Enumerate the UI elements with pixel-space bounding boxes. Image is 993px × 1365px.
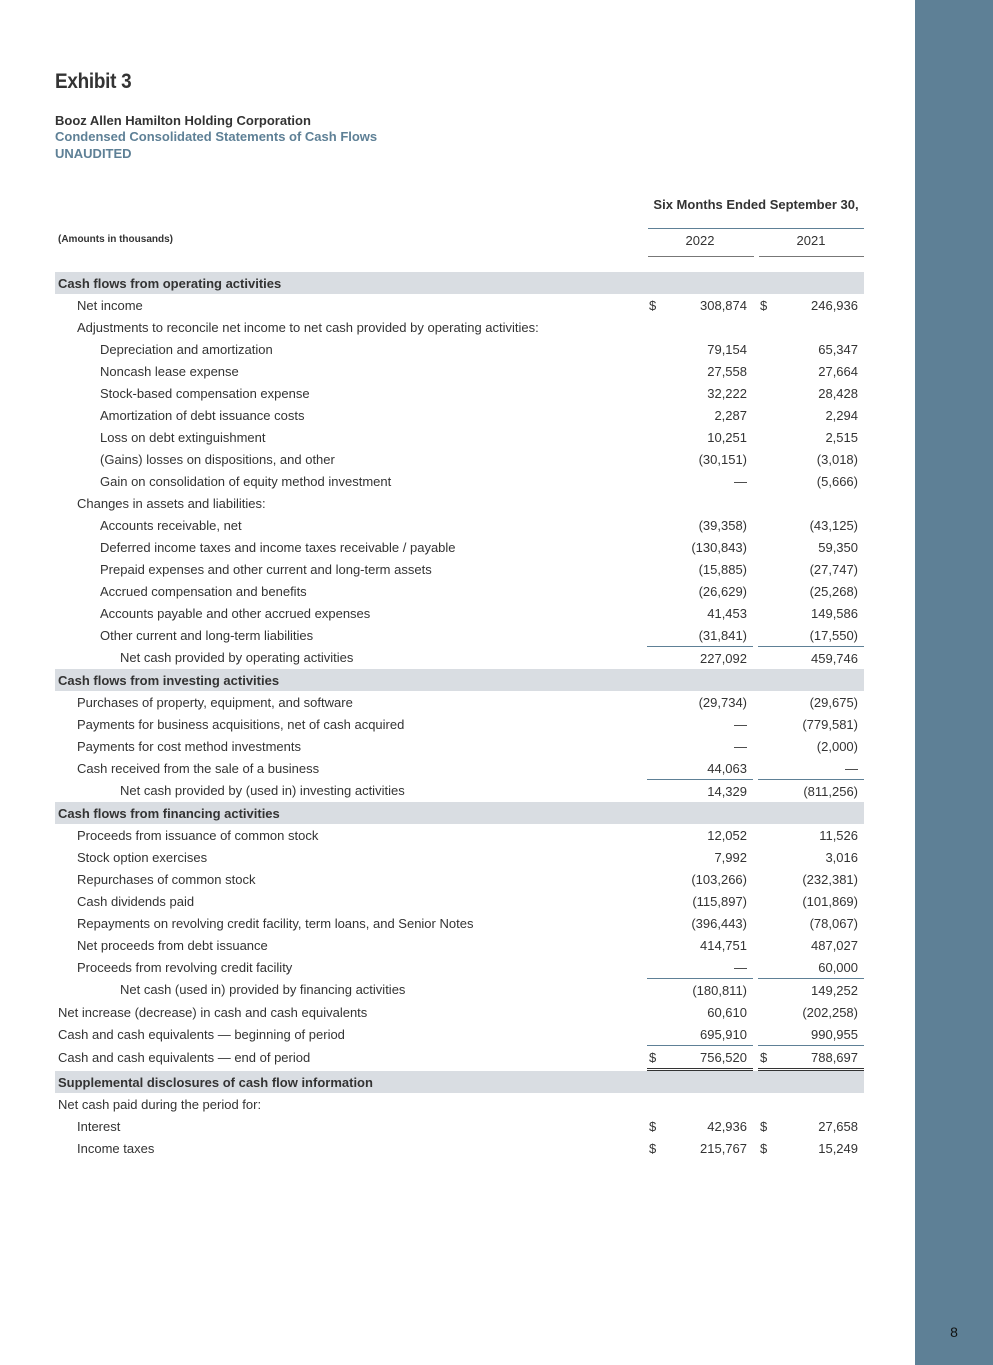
currency-symbol: [647, 338, 663, 360]
currency-symbol: [758, 580, 774, 602]
currency-symbol: [758, 824, 774, 846]
value-2022: [663, 1093, 753, 1115]
currency-symbol: [758, 912, 774, 934]
row-label: Net increase (decrease) in cash and cash equivalents: [58, 1004, 368, 1020]
currency-symbol: $: [760, 297, 768, 313]
currency-symbol: [647, 360, 663, 382]
currency-symbol: [758, 846, 774, 868]
amounts-note: (Amounts in thousands): [58, 234, 173, 245]
table-row: [55, 294, 864, 316]
period-header: Six Months Ended September 30,: [653, 197, 859, 212]
currency-symbol: [647, 470, 663, 492]
currency-symbol: [647, 691, 663, 713]
currency-symbol: [758, 780, 774, 803]
value-2021: [774, 316, 864, 338]
company-name: Booz Allen Hamilton Holding Corporation: [55, 113, 311, 128]
value-2021: 459,746: [811, 650, 858, 666]
value-2021: (3,018): [816, 451, 858, 467]
exhibit-title: Exhibit 3: [55, 70, 132, 93]
value-2022: 308,874: [700, 297, 747, 313]
table-row: [55, 647, 864, 670]
currency-symbol: [758, 956, 774, 979]
row-label: Income taxes: [77, 1140, 155, 1156]
value-2022: 41,453: [707, 605, 747, 621]
value-2022: (103,266): [691, 871, 747, 887]
table-row: [55, 824, 864, 846]
value-2022: 14,329: [707, 783, 747, 799]
row-label: Accrued compensation and benefits: [100, 583, 307, 599]
section-title: Cash flows from investing activities: [55, 669, 864, 691]
currency-symbol: $: [647, 1046, 663, 1070]
row-label: Net income: [77, 297, 143, 313]
table-row: [55, 780, 864, 803]
value-2022: 12,052: [707, 827, 747, 843]
table-row: [55, 979, 864, 1002]
row-label: Cash dividends paid: [77, 893, 195, 909]
currency-symbol: [647, 382, 663, 404]
year-rule: [648, 256, 754, 257]
currency-symbol: [647, 1093, 663, 1115]
table-row: [55, 514, 864, 536]
row-label: Other current and long-term liabilities: [100, 627, 314, 643]
row-label: Interest: [77, 1118, 121, 1134]
row-label: Stock-based compensation expense: [100, 385, 310, 401]
value-2021: (17,550): [774, 624, 864, 647]
currency-symbol: [647, 979, 663, 1002]
row-label: Net proceeds from debt issuance: [77, 937, 268, 953]
table-row: [55, 1115, 864, 1137]
value-2021: 65,347: [818, 341, 858, 357]
value-2021: 59,350: [818, 539, 858, 555]
currency-symbol: [758, 735, 774, 757]
table-row: [55, 624, 864, 647]
currency-symbol: [758, 890, 774, 912]
table-row: [55, 956, 864, 979]
value-2021: 246,936: [811, 297, 858, 313]
section-header-row: [55, 669, 864, 691]
value-2021: (202,258): [802, 1004, 858, 1020]
currency-symbol: [647, 448, 663, 470]
table-row: [55, 316, 864, 338]
currency-symbol: [647, 580, 663, 602]
table-row: [55, 912, 864, 934]
table-row: [55, 602, 864, 624]
value-2021: (29,675): [809, 694, 858, 710]
table-row: [55, 735, 864, 757]
value-2021: (5,666): [816, 473, 858, 489]
currency-symbol: [758, 360, 774, 382]
row-label: Repurchases of common stock: [77, 871, 256, 887]
row-label: Accounts receivable, net: [100, 517, 242, 533]
value-2022: 60,610: [707, 1004, 747, 1020]
row-label: Net cash paid during the period for:: [58, 1096, 262, 1112]
value-2021: 60,000: [774, 956, 864, 979]
row-label: Net cash provided by (used in) investing activities: [120, 783, 405, 799]
currency-symbol: [647, 316, 663, 338]
sidebar-band: [915, 0, 993, 1365]
value-2022: [663, 316, 753, 338]
value-2021: 149,586: [811, 605, 858, 621]
row-label: Proceeds from issuance of common stock: [77, 827, 319, 843]
currency-symbol: [647, 713, 663, 735]
value-2021: [774, 492, 864, 514]
currency-symbol: [758, 470, 774, 492]
value-2022: 2,287: [714, 407, 747, 423]
table-row: [55, 1046, 864, 1070]
value-2022: 32,222: [707, 385, 747, 401]
currency-symbol: [647, 426, 663, 448]
value-2021: [774, 1093, 864, 1115]
row-label: Prepaid expenses and other current and long-term assets: [100, 561, 432, 577]
value-2022: 44,063: [663, 757, 753, 780]
table-row: [55, 404, 864, 426]
currency-symbol: [758, 448, 774, 470]
row-label: Changes in assets and liabilities:: [77, 495, 266, 511]
value-2022: 227,092: [700, 650, 747, 666]
value-2022: 79,154: [707, 341, 747, 357]
value-2021: 788,697: [774, 1046, 864, 1070]
table-row: [55, 338, 864, 360]
value-2022: 27,558: [707, 363, 747, 379]
row-label: Depreciation and amortization: [100, 341, 273, 357]
row-label: Accounts payable and other accrued expenses: [100, 605, 371, 621]
value-2022: 7,992: [714, 849, 747, 865]
currency-symbol: [758, 1023, 774, 1046]
value-2022: —: [734, 473, 747, 489]
table-row: [55, 868, 864, 890]
currency-symbol: [647, 492, 663, 514]
year-header-2021: 2021: [796, 233, 826, 248]
currency-symbol: $: [649, 1140, 657, 1156]
table-row: [55, 470, 864, 492]
value-2021: 3,016: [825, 849, 858, 865]
value-2022: 756,520: [663, 1046, 753, 1070]
page-number: 8: [950, 1324, 958, 1340]
table-row: [55, 846, 864, 868]
value-2021: 11,526: [819, 827, 858, 843]
value-2022: —: [734, 716, 747, 732]
value-2022: (180,811): [692, 982, 747, 998]
value-2022: —: [734, 738, 747, 754]
value-2021: 149,252: [811, 982, 858, 998]
year-rule: [759, 256, 864, 257]
value-2022: 215,767: [700, 1140, 747, 1156]
row-label: (Gains) losses on dispositions, and other: [100, 451, 335, 467]
row-label: Noncash lease expense: [100, 363, 239, 379]
row-label: Purchases of property, equipment, and software: [77, 694, 353, 710]
value-2021: 2,515: [825, 429, 858, 445]
table-row: [55, 890, 864, 912]
value-2021: 15,249: [818, 1140, 858, 1156]
value-2022: (39,358): [698, 517, 747, 533]
section-title: Cash flows from operating activities: [55, 272, 864, 294]
cash-flow-table: [55, 272, 864, 1159]
row-label: Net cash (used in) provided by financing activities: [120, 982, 406, 998]
currency-symbol: [647, 934, 663, 956]
currency-symbol: [647, 536, 663, 558]
row-label: Cash and cash equivalents — end of period: [58, 1050, 311, 1065]
row-label: Net cash provided by operating activities: [120, 650, 354, 666]
currency-symbol: [758, 979, 774, 1002]
table-row: [55, 934, 864, 956]
currency-symbol: [758, 338, 774, 360]
currency-symbol: [758, 1001, 774, 1023]
value-2022: (29,734): [698, 694, 747, 710]
table-row: [55, 536, 864, 558]
value-2021: (43,125): [809, 517, 858, 533]
value-2021: (779,581): [802, 716, 858, 732]
row-label: Cash received from the sale of a business: [77, 760, 320, 776]
currency-symbol: [647, 890, 663, 912]
currency-symbol: [758, 316, 774, 338]
value-2022: (26,629): [698, 583, 747, 599]
currency-symbol: [647, 647, 663, 670]
row-label: Gain on consolidation of equity method investment: [100, 473, 392, 489]
value-2021: —: [774, 757, 864, 780]
value-2021: (101,869): [802, 893, 858, 909]
row-label: Cash and cash equivalents — beginning of period: [58, 1026, 345, 1042]
value-2022: 695,910: [663, 1023, 753, 1046]
currency-symbol: [647, 1001, 663, 1023]
value-2021: 27,664: [818, 363, 858, 379]
value-2022: 10,251: [707, 429, 747, 445]
currency-symbol: $: [760, 1118, 768, 1134]
table-row: [55, 360, 864, 382]
table-row: [55, 1023, 864, 1046]
value-2021: 487,027: [811, 937, 858, 953]
currency-symbol: [758, 713, 774, 735]
currency-symbol: [647, 912, 663, 934]
currency-symbol: [647, 404, 663, 426]
table-row: [55, 1093, 864, 1115]
table-row: [55, 558, 864, 580]
table-row: [55, 382, 864, 404]
value-2021: (811,256): [803, 783, 858, 799]
currency-symbol: [647, 602, 663, 624]
table-row: [55, 492, 864, 514]
value-2021: (232,381): [802, 871, 858, 887]
table-row: [55, 713, 864, 735]
currency-symbol: $: [649, 1118, 657, 1134]
row-label: Deferred income taxes and income taxes receivable / payable: [100, 539, 456, 555]
currency-symbol: [647, 956, 663, 979]
table-row: [55, 1001, 864, 1023]
row-label: Adjustments to reconcile net income to net cash provided by operating activities:: [77, 319, 539, 335]
section-header-row: [55, 1070, 864, 1094]
currency-symbol: [758, 1093, 774, 1115]
row-label: Payments for business acquisitions, net of cash acquired: [77, 716, 405, 732]
value-2021: (2,000): [816, 738, 858, 754]
value-2022: (396,443): [691, 915, 747, 931]
currency-symbol: [758, 558, 774, 580]
value-2022: —: [663, 956, 753, 979]
currency-symbol: [647, 624, 663, 647]
currency-symbol: [647, 846, 663, 868]
currency-symbol: [647, 824, 663, 846]
currency-symbol: [758, 514, 774, 536]
currency-symbol: [758, 868, 774, 890]
unaudited-label: UNAUDITED: [55, 146, 132, 161]
value-2021: 990,955: [774, 1023, 864, 1046]
value-2021: 2,294: [825, 407, 858, 423]
value-2021: 28,428: [818, 385, 858, 401]
table-row: [55, 691, 864, 713]
currency-symbol: [647, 558, 663, 580]
currency-symbol: [647, 868, 663, 890]
currency-symbol: [758, 492, 774, 514]
statement-title: Condensed Consolidated Statements of Cash Flows: [55, 129, 378, 144]
currency-symbol: [647, 514, 663, 536]
value-2021: 27,658: [818, 1118, 858, 1134]
value-2022: 414,751: [700, 937, 747, 953]
currency-symbol: [647, 1023, 663, 1046]
value-2021: (78,067): [809, 915, 858, 931]
year-header-2022: 2022: [685, 233, 715, 248]
section-header-row: [55, 272, 864, 294]
currency-symbol: [647, 780, 663, 803]
section-header-row: [55, 802, 864, 824]
currency-symbol: [758, 624, 774, 647]
row-label: Stock option exercises: [77, 849, 208, 865]
value-2022: (115,897): [692, 893, 747, 909]
currency-symbol: [758, 602, 774, 624]
row-label: Payments for cost method investments: [77, 738, 301, 754]
value-2022: [663, 492, 753, 514]
table-row: [55, 757, 864, 780]
currency-symbol: [647, 735, 663, 757]
table-row: [55, 1137, 864, 1159]
value-2022: 42,936: [707, 1118, 747, 1134]
currency-symbol: [758, 757, 774, 780]
currency-symbol: [758, 382, 774, 404]
table-row: [55, 580, 864, 602]
currency-symbol: [758, 647, 774, 670]
row-label: Repayments on revolving credit facility, term loans, and Senior Notes: [77, 915, 474, 931]
value-2021: (25,268): [809, 583, 858, 599]
value-2022: (31,841): [663, 624, 753, 647]
value-2021: (27,747): [809, 561, 858, 577]
section-title: Supplemental disclosures of cash flow information: [55, 1070, 864, 1094]
currency-symbol: [758, 934, 774, 956]
row-label: Proceeds from revolving credit facility: [77, 959, 293, 975]
row-label: Amortization of debt issuance costs: [100, 407, 305, 423]
row-label: Loss on debt extinguishment: [100, 429, 266, 445]
currency-symbol: $: [649, 297, 657, 313]
currency-symbol: [758, 691, 774, 713]
table-row: [55, 448, 864, 470]
table-row: [55, 426, 864, 448]
currency-symbol: [758, 404, 774, 426]
currency-symbol: [758, 426, 774, 448]
currency-symbol: $: [760, 1140, 768, 1156]
currency-symbol: [758, 536, 774, 558]
currency-symbol: [647, 757, 663, 780]
currency-symbol: $: [758, 1046, 774, 1070]
value-2022: (15,885): [698, 561, 747, 577]
value-2022: (130,843): [691, 539, 747, 555]
section-title: Cash flows from financing activities: [55, 802, 864, 824]
period-rule: [648, 228, 864, 229]
value-2022: (30,151): [698, 451, 747, 467]
